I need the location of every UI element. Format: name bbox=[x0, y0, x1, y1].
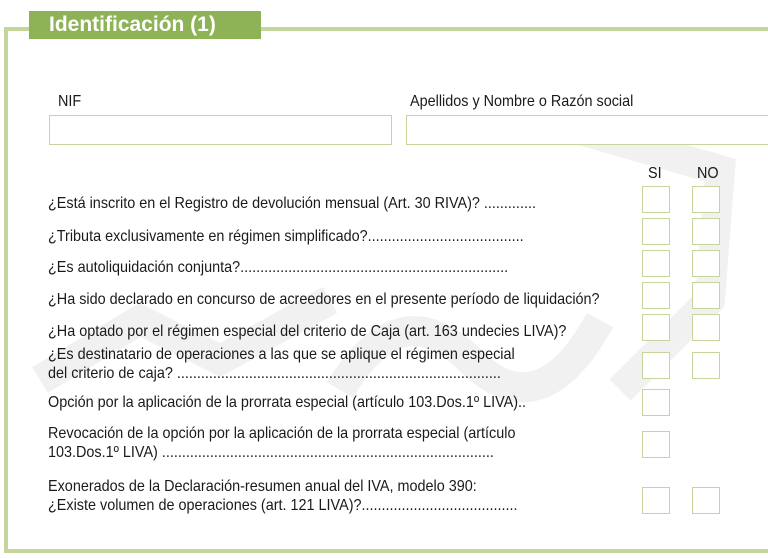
name-label: Apellidos y Nombre o Razón social bbox=[410, 93, 634, 110]
question-9-text-line1: Exonerados de la Declaración-resumen anual del IVA, modelo 390: bbox=[48, 478, 477, 495]
question-7-si-checkbox[interactable] bbox=[642, 389, 670, 416]
question-1-no-checkbox[interactable] bbox=[692, 186, 720, 213]
section-title: Identificación (1) bbox=[29, 11, 261, 39]
question-9-no-checkbox[interactable] bbox=[692, 487, 720, 514]
question-4-text: ¿Ha sido declarado en concurso de acreedores en el presente período de liquidación? bbox=[48, 291, 600, 308]
question-6-text-line2: del criterio de caja? ................................................................................. bbox=[48, 365, 501, 382]
question-7-text: Opción por la aplicación de la prorrata especial (artículo 103.Dos.1º LIVA).. bbox=[48, 394, 527, 411]
question-5-text: ¿Ha optado por el régimen especial del criterio de Caja (art. 163 undecies LIVA)? bbox=[48, 323, 567, 340]
col-no-label: NO bbox=[697, 165, 719, 182]
question-9-text-line2: ¿Existe volumen de operaciones (art. 121 LIVA)?....................................... bbox=[48, 497, 518, 514]
question-5-no-checkbox[interactable] bbox=[692, 314, 720, 341]
question-4-no-checkbox[interactable] bbox=[692, 282, 720, 309]
question-8-text-line2: 103.Dos.1º LIVA) ................................................................................... bbox=[48, 444, 494, 461]
question-1-si-checkbox[interactable] bbox=[642, 186, 670, 213]
question-5-si-checkbox[interactable] bbox=[642, 314, 670, 341]
question-6-no-checkbox[interactable] bbox=[692, 352, 720, 379]
question-3-si-checkbox[interactable] bbox=[642, 250, 670, 277]
question-9-si-checkbox[interactable] bbox=[642, 487, 670, 514]
question-3-no-checkbox[interactable] bbox=[692, 250, 720, 277]
question-6-si-checkbox[interactable] bbox=[642, 352, 670, 379]
question-8-text-line1: Revocación de la opción por la aplicación de la prorrata especial (artículo bbox=[48, 425, 516, 442]
question-1-text: ¿Está inscrito en el Registro de devolución mensual (Art. 30 RIVA)? ............. bbox=[48, 195, 536, 212]
question-4-si-checkbox[interactable] bbox=[642, 282, 670, 309]
col-si-label: SI bbox=[648, 165, 662, 182]
question-3-text: ¿Es autoliquidación conjunta?................................................................... bbox=[48, 259, 509, 276]
question-2-si-checkbox[interactable] bbox=[642, 218, 670, 245]
nif-label: NIF bbox=[58, 93, 82, 110]
question-2-text: ¿Tributa exclusivamente en régimen simplificado?....................................... bbox=[48, 228, 524, 245]
question-2-no-checkbox[interactable] bbox=[692, 218, 720, 245]
question-8-si-checkbox[interactable] bbox=[642, 431, 670, 458]
nif-input[interactable] bbox=[49, 115, 392, 145]
name-input[interactable] bbox=[406, 115, 768, 145]
question-6-text-line1: ¿Es destinatario de operaciones a las que se aplique el régimen especial bbox=[48, 346, 515, 363]
